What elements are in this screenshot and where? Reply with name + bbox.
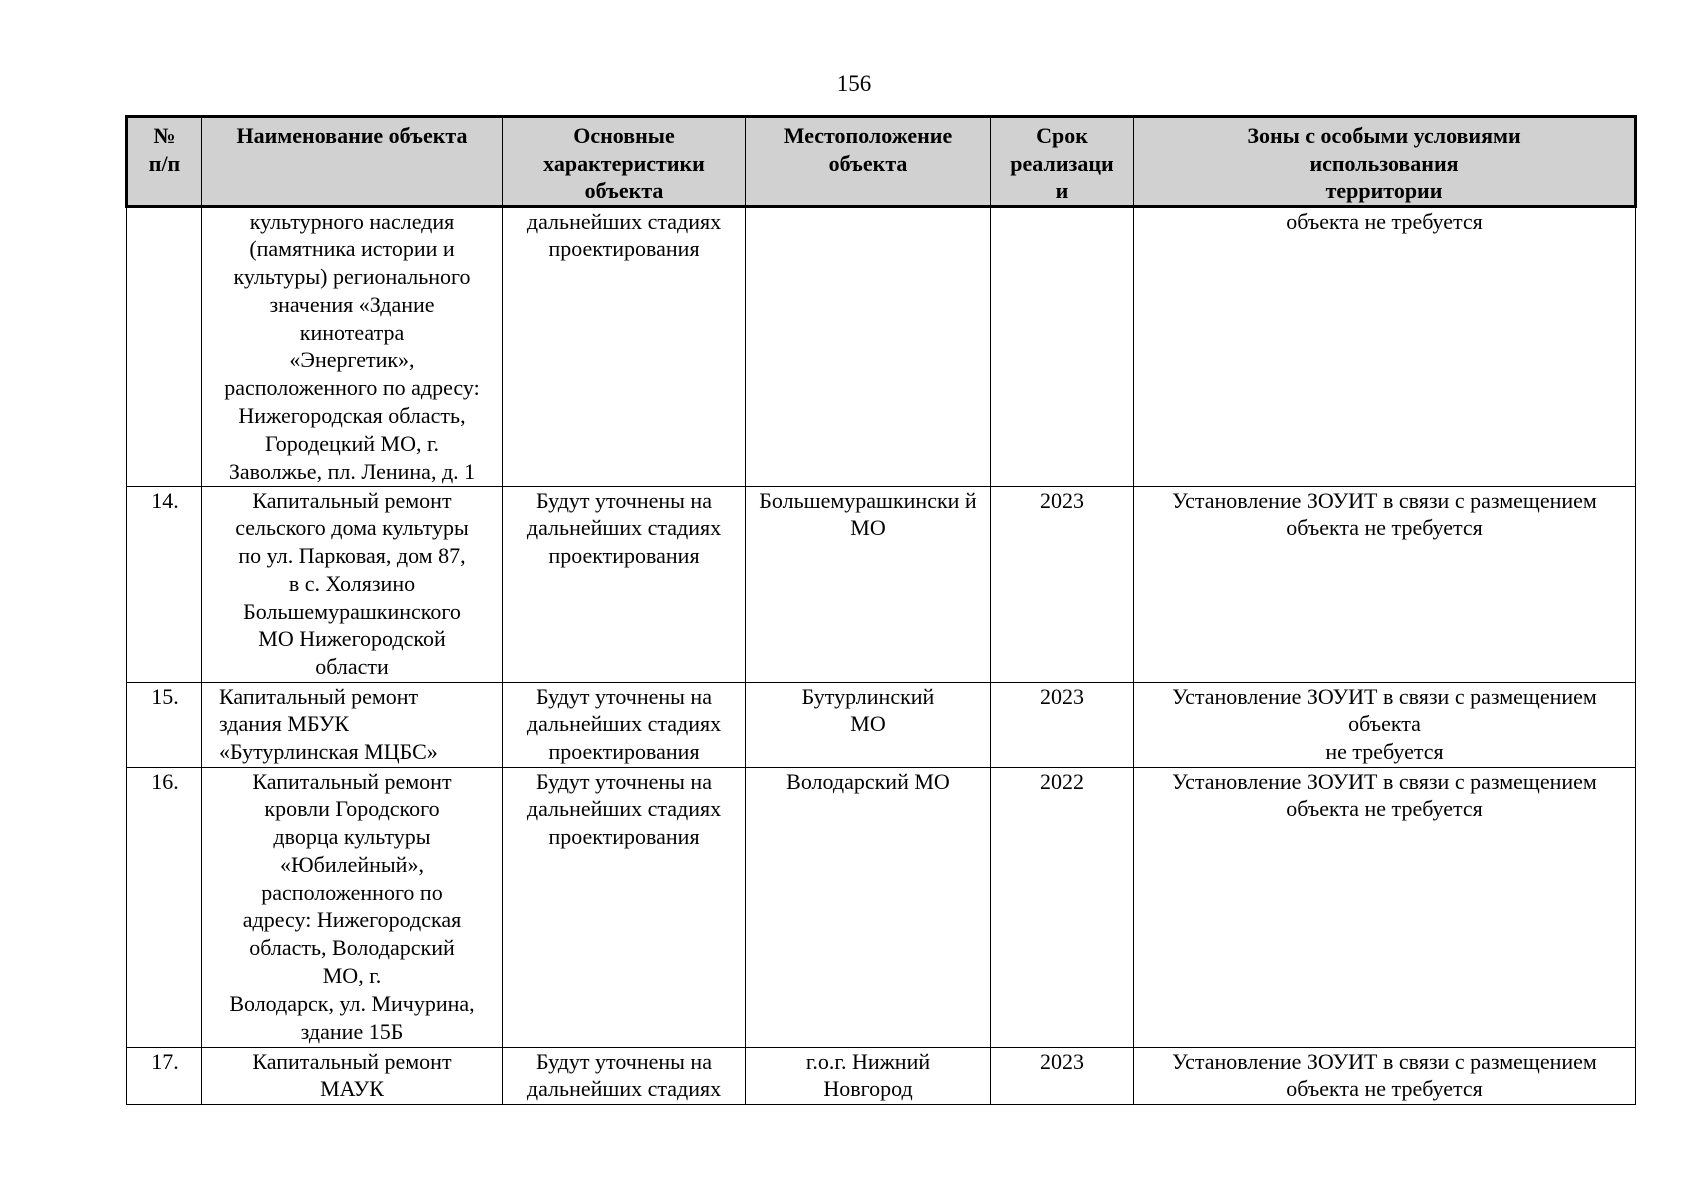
cell-term: 2023: [991, 1047, 1134, 1104]
cell-num: 16.: [127, 767, 202, 1047]
cell-zones: Установление ЗОУИТ в связи с размещением объекта не требуется: [1134, 1047, 1636, 1104]
cell-name: Капитальный ремонт здания МБУК «Бутурлинская МЦБС»: [202, 682, 503, 767]
objects-table: [125, 115, 1637, 1105]
cell-name: Капитальный ремонт МАУК: [202, 1047, 503, 1104]
table-row: [127, 206, 1636, 486]
cell-zones: объекта не требуется: [1134, 206, 1636, 486]
cell-term: [991, 206, 1134, 486]
header-characteristics: Основные характеристики объекта: [503, 117, 746, 207]
cell-zones: Установление ЗОУИТ в связи с размещением объекта не требуется: [1134, 486, 1636, 682]
cell-location: Бутурлинский МО: [746, 682, 991, 767]
table-row: [127, 1047, 1636, 1104]
cell-num: 17.: [127, 1047, 202, 1104]
cell-location: г.о.г. Нижний Новгород: [746, 1047, 991, 1104]
header-location: Местоположение объекта: [746, 117, 991, 207]
cell-characteristics: Будут уточнены на дальнейших стадиях проектирования: [503, 767, 746, 1047]
cell-location: [746, 206, 991, 486]
table-row: [127, 767, 1636, 1047]
table-row: [127, 486, 1636, 682]
cell-characteristics: Будут уточнены на дальнейших стадиях: [503, 1047, 746, 1104]
table-header: [127, 117, 1636, 207]
header-name: Наименование объекта: [202, 117, 503, 207]
cell-characteristics: Будут уточнены на дальнейших стадиях проектирования: [503, 682, 746, 767]
header-term: Срок реализаци и: [991, 117, 1134, 207]
table-row: [127, 682, 1636, 767]
page-number: 156: [836, 71, 872, 96]
header-row: [127, 117, 1636, 207]
header-num: № п/п: [127, 117, 202, 207]
cell-name: культурного наследия (памятника истории и культуры) регионального значения «Здание кинотеатра «Энергетик», расположенного по адресу: Нижегородская область, Городецкий МО, г. Заволжье, пл. Ленина, д. 1: [202, 206, 503, 486]
cell-num: 14.: [127, 486, 202, 682]
cell-location: Володарский МО: [746, 767, 991, 1047]
cell-num: 15.: [127, 682, 202, 767]
cell-characteristics: Будут уточнены на дальнейших стадиях проектирования: [503, 486, 746, 682]
cell-zones: Установление ЗОУИТ в связи с размещением объекта не требуется: [1134, 682, 1636, 767]
table-body: [127, 206, 1636, 1104]
cell-characteristics: дальнейших стадиях проектирования: [503, 206, 746, 486]
cell-name: Капитальный ремонт сельского дома культуры по ул. Парковая, дом 87, в с. Холязино Большемурашкинского МО Нижегородской области: [202, 486, 503, 682]
header-zones: Зоны с особыми условиями использования территории: [1134, 117, 1636, 207]
cell-term: 2022: [991, 767, 1134, 1047]
cell-num: [127, 206, 202, 486]
cell-name: Капитальный ремонт кровли Городского дворца культуры «Юбилейный», расположенного по адресу: Нижегородская область, Володарский МО, г. Володарск, ул. Мичурина, здание 15Б: [202, 767, 503, 1047]
cell-term: 2023: [991, 486, 1134, 682]
cell-zones: Установление ЗОУИТ в связи с размещением объекта не требуется: [1134, 767, 1636, 1047]
cell-location: Большемурашкински й МО: [746, 486, 991, 682]
cell-term: 2023: [991, 682, 1134, 767]
